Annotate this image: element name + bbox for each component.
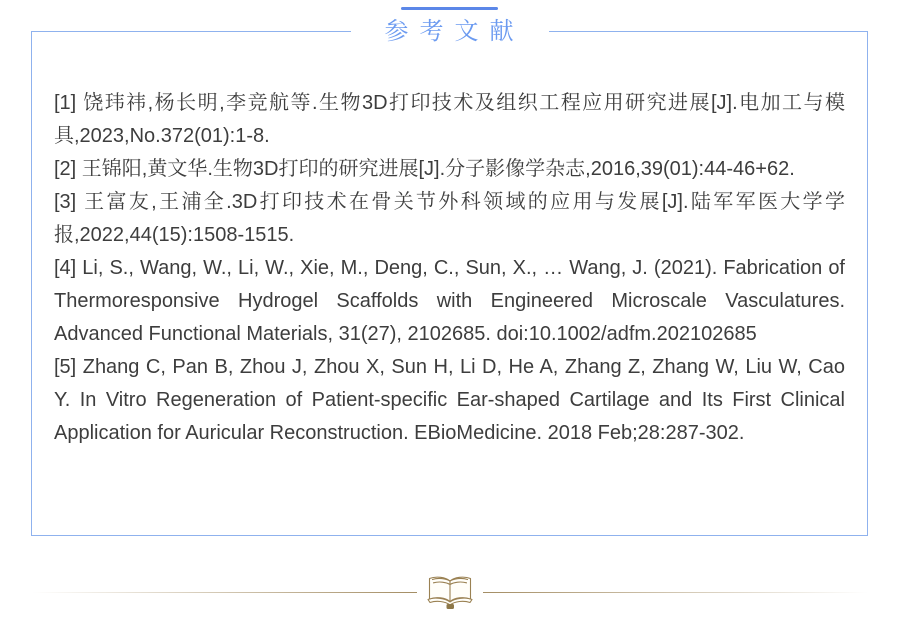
reference-item: [3] 王富友,王浦全.3D打印技术在骨关节外科领域的应用与发展[J].陆军军医大学学报,2022,44(15):1508-1515.: [54, 191, 845, 246]
references-box: [31, 18, 868, 536]
page-title: 参考文献: [351, 15, 549, 49]
footer-divider-left: [32, 592, 417, 593]
reference-list: [32, 32, 867, 450]
reference-item: [2] 王锦阳,黄文华.生物3D打印的研究进展[J].分子影像学杂志,2016,39(01):44-46+62.: [54, 158, 795, 180]
reference-item: [1] 饶玮祎,杨长明,李竞航等.生物3D打印技术及组织工程应用研究进展[J].电加工与模具,2023,No.372(01):1-8.: [54, 92, 845, 147]
footer-decoration: [0, 574, 899, 610]
title-accent-bar: [401, 7, 498, 10]
open-book-icon: [425, 574, 475, 610]
footer-divider-right: [483, 592, 868, 593]
reference-item: [4] Li, S., Wang, W., Li, W., Xie, M., Deng, C., Sun, X., … Wang, J. (2021). Fabrication of Thermoresponsive Hydrogel Scaffolds with Engineered Microscale Vasculatures. Advanced Functional Materials, 31(27), 2102685. doi:10.1002/adfm.202102685: [54, 257, 845, 345]
reference-item: [5] Zhang C, Pan B, Zhou J, Zhou X, Sun H, Li D, He A, Zhang Z, Zhang W, Liu W, Cao Y. In Vitro Regeneration of Patient-specific Ear-shaped Cartilage and Its First Clinical Application for Auricular Reconstruction. EBioMedicine. 2018 Feb;28:287-302.: [54, 356, 845, 444]
